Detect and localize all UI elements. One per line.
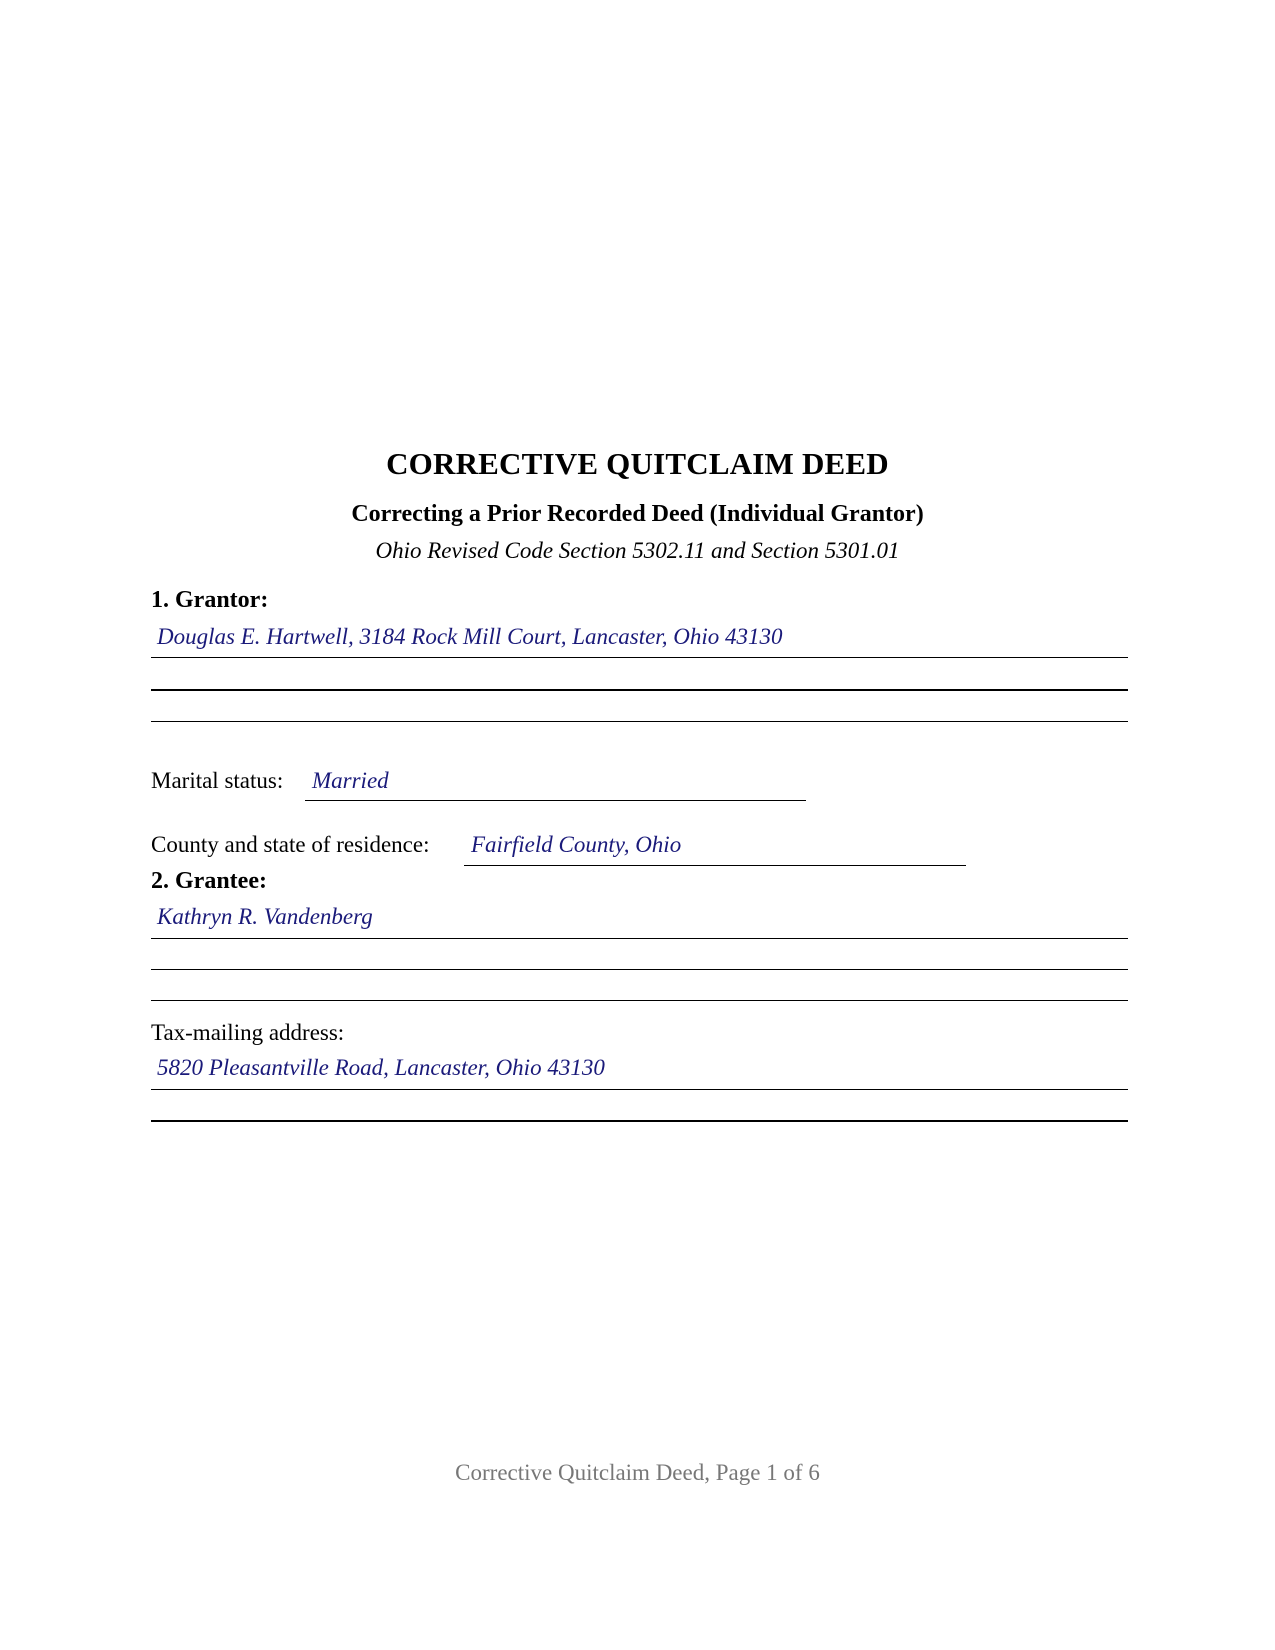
marital-status-label: Marital status:	[151, 768, 284, 793]
document-title: CORRECTIVE QUITCLAIM DEED	[386, 446, 889, 481]
document-subtitle: Correcting a Prior Recorded Deed (Individual Grantor)	[351, 501, 924, 527]
tax-mailing-line-2[interactable]	[151, 1120, 1128, 1122]
grantee-line-3[interactable]	[151, 1000, 1128, 1001]
residence-field[interactable]	[464, 865, 966, 866]
page-footer: Corrective Quitclaim Deed, Page 1 of 6	[455, 1460, 820, 1485]
grantee-line-1[interactable]	[151, 938, 1128, 939]
tax-mailing-address-value: 5820 Pleasantville Road, Lancaster, Ohio 43130	[157, 1055, 605, 1080]
grantee-line-2[interactable]	[151, 969, 1128, 970]
tax-mailing-label: Tax-mailing address:	[151, 1020, 345, 1045]
residence-label: County and state of residence:	[151, 832, 430, 857]
grantor-line-3[interactable]	[151, 721, 1128, 722]
grantee-heading: 2. Grantee:	[151, 868, 267, 894]
grantor-line-1[interactable]	[151, 657, 1128, 658]
grantee-name-value: Kathryn R. Vandenberg	[157, 904, 373, 929]
grantor-name-address-value: Douglas E. Hartwell, 3184 Rock Mill Court, Lancaster, Ohio 43130	[157, 624, 783, 649]
grantor-heading: 1. Grantor:	[151, 587, 269, 613]
grantor-line-2[interactable]	[151, 689, 1128, 691]
statute-citation: Ohio Revised Code Section 5302.11 and Section 5301.01	[375, 538, 900, 563]
tax-mailing-line-1[interactable]	[151, 1089, 1128, 1090]
marital-status-value: Married	[312, 768, 389, 793]
residence-value: Fairfield County, Ohio	[471, 832, 682, 857]
marital-status-field[interactable]	[305, 800, 806, 801]
